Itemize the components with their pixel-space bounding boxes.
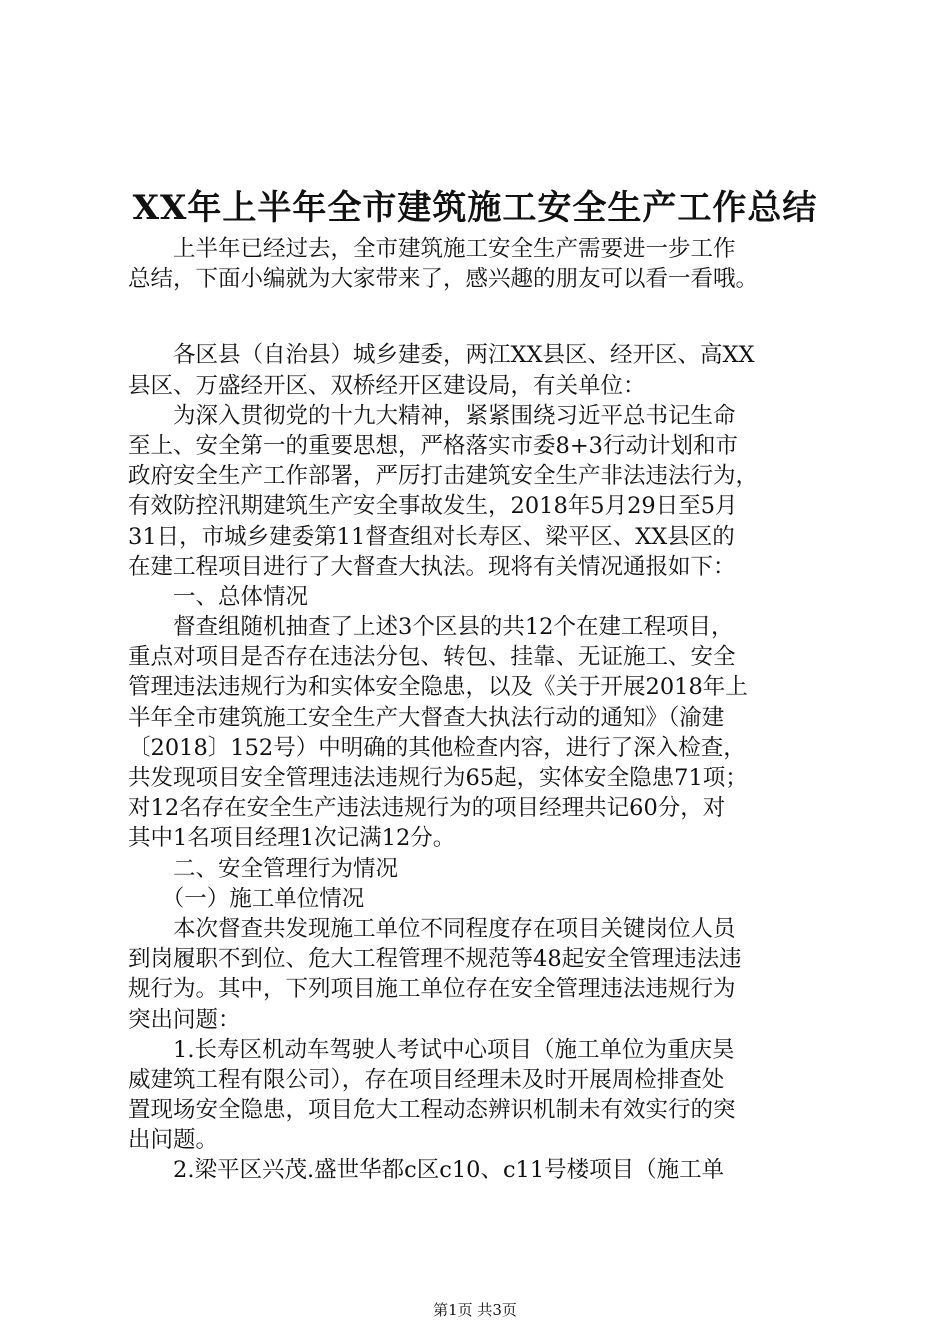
body-line: 本次督查共发现施工单位不同程度存在项目关键岗位人员 — [128, 915, 736, 942]
body-line: 为深入贯彻党的十九大精神，紧紧围绕习近平总书记生命 — [128, 402, 736, 429]
body-line: 县区、万盛经开区、双桥经开区建设局，有关单位： — [128, 372, 646, 399]
body-line: 重点对项目是否存在违法分包、转包、挂靠、无证施工、安全 — [128, 644, 736, 671]
document-title: XX年上半年全市建筑施工安全生产工作总结 — [132, 188, 818, 228]
body-line: 有效防控汛期建筑生产安全事故发生，2018年5月29日至5月 — [128, 493, 738, 520]
intro-line: 总结，下面小编就为大家带来了，感兴趣的朋友可以看一看哦。 — [128, 266, 759, 293]
body-line: 〔2018〕152号）中明确的其他检查内容，进行了深入检查， — [128, 734, 746, 761]
body-line: 突出问题： — [128, 1006, 241, 1033]
body-line: 其中1名项目经理1次记满12分。 — [128, 825, 456, 852]
body-text — [128, 340, 844, 1185]
body-line: 置现场安全隐患，项目危大工程动态辨识机制未有效实行的突 — [128, 1097, 736, 1124]
body-line: 二、安全管理行为情况 — [128, 855, 399, 882]
body-line: 各区县（自治县）城乡建委，两江XX县区、经开区、高XX — [128, 342, 755, 369]
document-body — [128, 234, 844, 1186]
body-line: 31日，市城乡建委第11督查组对长寿区、梁平区、XX县区的 — [128, 523, 735, 550]
page-footer: 第1页 共3页 — [433, 1301, 517, 1319]
paragraph-spacer — [128, 294, 844, 340]
intro-line: 上半年已经过去，全市建筑施工安全生产需要进一步工作 — [128, 236, 736, 262]
body-line: 在建工程项目进行了大督查大执法。现将有关情况通报如下： — [128, 553, 736, 580]
body-line: 政府安全生产工作部署，严厉打击建筑安全生产非法违法行为， — [128, 463, 759, 490]
body-line: 对12名存在安全生产违法违规行为的项目经理共记60分，对 — [128, 795, 726, 822]
body-line: （一）施工单位情况 — [128, 885, 365, 912]
body-line: 一、总体情况 — [128, 583, 309, 610]
body-line: 督查组随机抽查了上述3个区县的共12个在建工程项目， — [128, 614, 734, 641]
body-line: 规行为。其中，下列项目施工单位存在安全管理违法违规行为 — [128, 976, 736, 1003]
body-line: 至上、安全第一的重要思想，严格落实市委8+3行动计划和市 — [128, 432, 738, 459]
body-line: 管理违法违规行为和实体安全隐患，以及《关于开展2018年上 — [128, 674, 748, 701]
body-line: 出问题。 — [128, 1127, 219, 1154]
body-line: 半年全市建筑施工安全生产大督查大执法行动的通知》（渝建 — [128, 704, 725, 731]
body-line: 2.梁平区兴茂.盛世华都c区c10、c11号楼项目（施工单 — [128, 1157, 725, 1184]
body-line: 到岗履职不到位、危大工程管理不规范等48起安全管理违法违 — [128, 946, 742, 973]
body-line: 1.长寿区机动车驾驶人考试中心项目（施工单位为重庆昊 — [128, 1036, 735, 1063]
body-line: 威建筑工程有限公司），存在项目经理未及时开展周检排查处 — [128, 1066, 725, 1093]
body-line: 共发现项目安全管理违法违规行为65起，实体安全隐患71项； — [128, 765, 748, 791]
